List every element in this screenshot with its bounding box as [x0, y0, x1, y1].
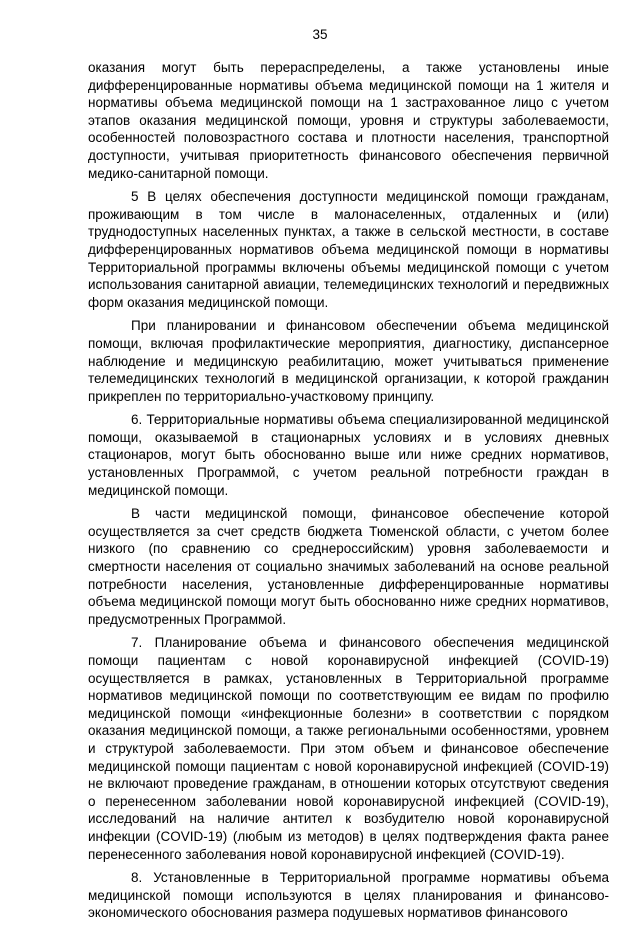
page-body [88, 59, 609, 928]
paragraph-telemedicine: При планировании и финансовом обеспечении объема медицинской помощи, включая профилактические мероприятия, диагностику, диспансерное наблюдение и медицинскую реабилитацию, может учитываться применение телемедицинских технологий в медицинской организации, к которой гражданин прикреплен по территориально-участковому принципу. [88, 318, 609, 404]
paragraph-item-6: 6. Территориальные нормативы объема специализированной медицинской помощи, оказываемой в стационарных условиях и в условиях дневных стационаров, могут быть обоснованно выше или ниже средних нормативов, установленных Программой, с учетом реальной потребности граждан в медицинской помощи. [88, 412, 609, 498]
paragraph-item-5: 5 В целях обеспечения доступности медицинской помощи гражданам, проживающим в том числе в малонаселенных, отдаленных и (или) труднодоступных населенных пунктах, а также в сельской местности, в составе дифференцированных нормативов объема медицинской помощи в нормативы Территориальной программы включены объемы медицинской помощи с учетом использования санитарной авиации, телемедицинских технологий и передвижных форм оказания медицинской помощи. [88, 189, 609, 310]
paragraph-item-8: 8. Установленные в Территориальной программе нормативы объема медицинской помощи используются в целях планирования и финансово-экономического обоснования размера подушевых нормативов финансового [88, 870, 609, 921]
paragraph-regional-budget: В части медицинской помощи, финансовое обеспечение которой осуществляется за счет средств бюджета Тюменской области, с учетом более низкого (по сравнению со среднероссийским) уровня заболеваемости и смертности населения от социально значимых заболеваний на основе реальной потребности населения, установленные дифференцированные нормативы объема медицинской помощи могут быть обоснованно ниже средних нормативов, предусмотренных Программой. [88, 506, 609, 627]
paragraph-continuation: оказания могут быть перераспределены, а также установлены иные дифференцированные нормативы объема медицинской помощи на 1 жителя и нормативы объема медицинской помощи на 1 застрахованное лицо с учетом этапов оказания медицинской помощи, уровня и структуры заболеваемости, особенностей половозрастного состава и плотности населения, транспортной доступности, учитывая приоритетность финансового обеспечения первичной медико-санитарной помощи. [88, 60, 609, 181]
paragraph-item-7: 7. Планирование объема и финансового обеспечения медицинской помощи пациентам с новой коронавирусной инфекцией (COVID-19) осуществляется в рамках, установленных в Территориальной программе нормативов медицинской помощи по соответствующим ее видам по профилю медицинской помощи «инфекционные болезни» в соответствии с порядком оказания медицинской помощи, а также региональными особенностями, уровнем и структурой заболеваемости. При этом объем и финансовое обеспечение медицинской помощи пациентам с новой коронавирусной инфекцией (COVID-19) не включают проведение гражданам, в отношении которых отсутствуют сведения о перенесенном заболевании новой коронавирусной инфекцией (COVID-19), исследований на наличие антител к возбудителю новой коронавирусной инфекции (COVID-19) (любым из методов) в целях подтверждения факта ранее перенесенного заболевания новой коронавирусной инфекцией (COVID-19). [88, 635, 609, 862]
page-number: 35 [312, 27, 328, 42]
